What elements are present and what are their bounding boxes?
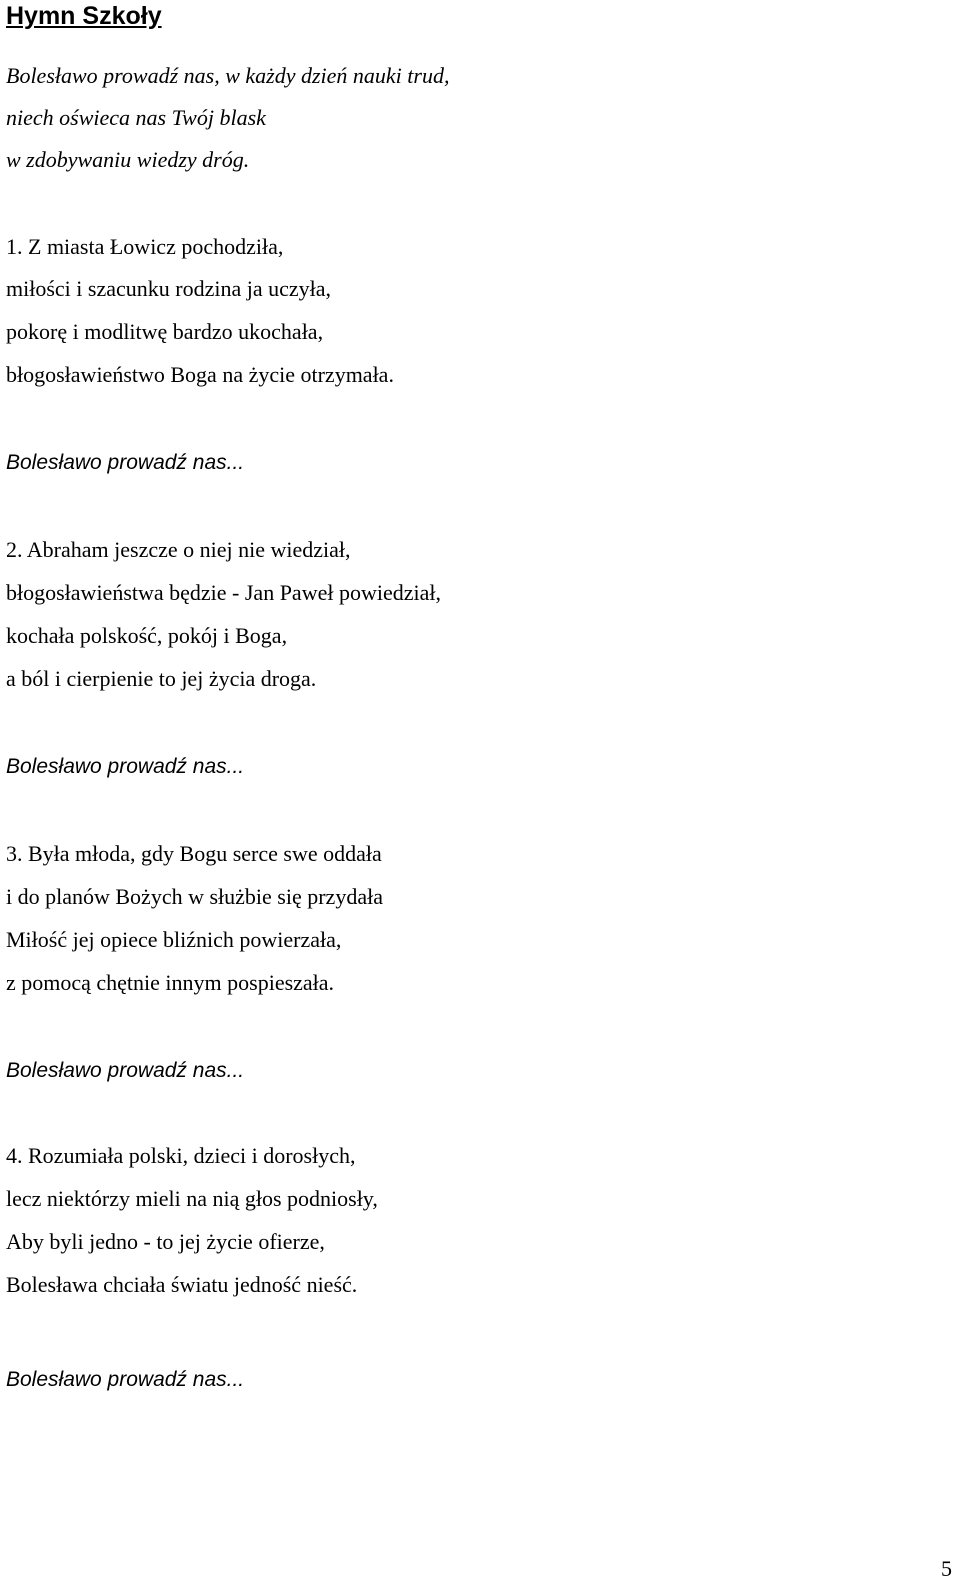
- refrain-reference-3: Bolesławo prowadź nas...: [6, 1059, 245, 1082]
- hymn-title: Hymn Szkoły: [6, 2, 162, 30]
- page-number: 5: [941, 1556, 952, 1581]
- verse-4-line-1: 4. Rozumiała polski, dzieci i dorosłych,: [6, 1143, 356, 1168]
- verse-3-line-1: 3. Była młoda, gdy Bogu serce swe oddała: [6, 841, 382, 866]
- verse-2-line-2: błogosławieństwa będzie - Jan Paweł powiedział,: [6, 580, 441, 605]
- verse-4-line-4: Bolesława chciała światu jedność nieść.: [6, 1272, 358, 1297]
- refrain-line-3: w zdobywaniu wiedzy dróg.: [6, 147, 250, 172]
- refrain-line-2: niech oświeca nas Twój blask: [6, 105, 266, 130]
- verse-1-line-1: 1. Z miasta Łowicz pochodziła,: [6, 234, 284, 259]
- verse-1-line-3: pokorę i modlitwę bardzo ukochała,: [6, 319, 324, 344]
- verse-3-line-4: z pomocą chętnie innym pospieszała.: [6, 970, 335, 995]
- verse-2-line-3: kochała polskość, pokój i Boga,: [6, 623, 288, 648]
- verse-1-line-2: miłości i szacunku rodzina ja uczyła,: [6, 276, 331, 301]
- verse-3-line-2: i do planów Bożych w służbie się przydała: [6, 884, 383, 909]
- verse-4-line-3: Aby byli jedno - to jej życie ofierze,: [6, 1229, 325, 1254]
- refrain-reference-2: Bolesławo prowadź nas...: [6, 755, 245, 778]
- verse-4-line-2: lecz niektórzy mieli na nią głos podniosły,: [6, 1186, 378, 1211]
- verse-3-line-3: Miłość jej opiece bliźnich powierzała,: [6, 927, 342, 952]
- refrain-line-1: Bolesławo prowadź nas, w każdy dzień nauki trud,: [6, 63, 450, 88]
- refrain-reference-4: Bolesławo prowadź nas...: [6, 1368, 245, 1391]
- verse-1-line-4: błogosławieństwo Boga na życie otrzymała.: [6, 362, 394, 387]
- verse-2-line-4: a ból i cierpienie to jej życia droga.: [6, 666, 317, 691]
- verse-2-line-1: 2. Abraham jeszcze o niej nie wiedział,: [6, 537, 351, 562]
- refrain-reference-1: Bolesławo prowadź nas...: [6, 451, 245, 474]
